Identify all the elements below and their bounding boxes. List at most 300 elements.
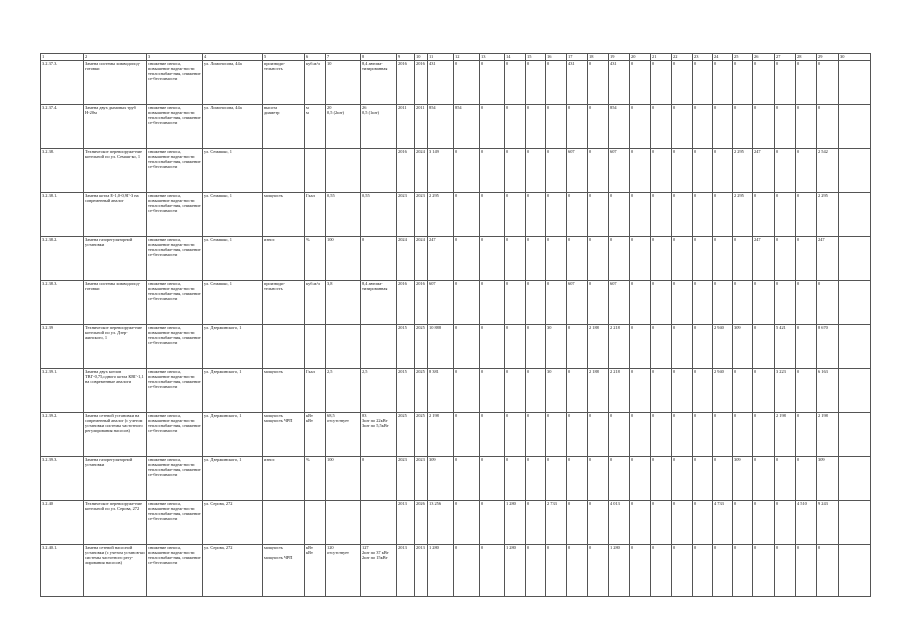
table-cell: 2013 [397, 501, 415, 545]
column-number-cell: 29 [817, 54, 839, 61]
table-cell: 2 188 [588, 325, 609, 369]
table-cell: 3.2.38. [41, 149, 84, 193]
table-cell [263, 325, 305, 369]
table-cell: 2016 [397, 149, 415, 193]
table-cell [361, 325, 397, 369]
table-cell: 247 [753, 149, 775, 193]
table-cell: ул. Дзержинского, 1 [203, 369, 263, 413]
table-cell: 0 [526, 545, 546, 597]
table-cell: 0 [546, 237, 567, 281]
table-cell: 2 218 [609, 325, 630, 369]
table-cell: 0 [796, 105, 817, 149]
table-cell: 0 [480, 281, 505, 325]
table-cell: 0 [630, 149, 651, 193]
table-cell: производи-тельность [263, 281, 305, 325]
table-cell: 127 2шт по 37 кВт 2шт по 15кВт [361, 545, 397, 597]
table-cell: 0 [713, 281, 733, 325]
table-cell: износ [263, 237, 305, 281]
table-cell: 0 [796, 281, 817, 325]
table-cell: мощность мощность ЧРП [263, 413, 305, 457]
table-cell: 0 [672, 325, 693, 369]
table-cell: снижение износа, повышение надеж-ности теплоснабже-ния, снижение се-бестоимости [147, 105, 203, 149]
table-cell: 0 [505, 325, 526, 369]
table-cell: снижение износа, повышение надеж-ности теплоснабже-ния, снижение се-бестоимости [147, 457, 203, 501]
table-cell: 2 198 [775, 413, 796, 457]
table-cell: 2015 [397, 369, 415, 413]
table-cell: 0 [505, 457, 526, 501]
table-cell: 0 [526, 325, 546, 369]
table-cell: 3.2.40 [41, 501, 84, 545]
table-cell: 2011 [397, 105, 415, 149]
table-cell: 0 [480, 237, 505, 281]
table-cell: 0 [713, 61, 733, 105]
table-cell: 2025 [397, 413, 415, 457]
table-cell: 0 [361, 457, 397, 501]
table-cell: 2 198 [428, 413, 454, 457]
table-cell: 2025 [415, 325, 428, 369]
table-cell: ул. Семашко, 1 [203, 281, 263, 325]
table-cell: 0 [775, 281, 796, 325]
table-cell: 8,4 автома-тизированная [361, 61, 397, 105]
table-cell [305, 149, 326, 193]
table-cell: ул. Ломоносова, 44а [203, 105, 263, 149]
table-cell [263, 501, 305, 545]
table-cell: 2 940 [713, 325, 733, 369]
column-number-cell: 9 [397, 54, 415, 61]
table-cell: 0 [753, 193, 775, 237]
table-cell: 0 [651, 281, 672, 325]
table-cell: 0 [567, 193, 588, 237]
table-cell: 0 [651, 501, 672, 545]
table-cell: 0 [651, 105, 672, 149]
table-cell: 0 [480, 457, 505, 501]
table-cell: 0 [526, 413, 546, 457]
table-cell: Гкал [305, 369, 326, 413]
table-cell: 0 [672, 501, 693, 545]
table-cell: ул. Семашко, 1 [203, 237, 263, 281]
table-cell: 0 [753, 501, 775, 545]
table-cell: 0 [630, 193, 651, 237]
table-cell: 0 [630, 105, 651, 149]
column-number-cell: 20 [630, 54, 651, 61]
table-cell: 0 [672, 61, 693, 105]
table-cell: % [305, 457, 326, 501]
table-cell: 0 [546, 545, 567, 597]
table-cell [839, 237, 871, 281]
table-cell: 0 [454, 237, 480, 281]
table-cell: 0 [630, 369, 651, 413]
table-row [41, 325, 871, 369]
table-cell: 0 [693, 149, 713, 193]
table-cell: 607 [609, 281, 630, 325]
column-number-cell: 7 [326, 54, 361, 61]
table-cell: 0 [672, 457, 693, 501]
table-cell: 0 [693, 325, 713, 369]
table-cell: 0 [693, 61, 713, 105]
table-cell: 0 [505, 149, 526, 193]
table-cell: 0 [672, 193, 693, 237]
table-cell: 0 [651, 61, 672, 105]
table-row [41, 281, 871, 325]
table-cell: снижение износа, повышение надеж-ности теплоснабже-ния, снижение се-бестоимости [147, 237, 203, 281]
table-cell: 26 0,5 (1шт) [361, 105, 397, 149]
column-number-cell: 23 [693, 54, 713, 61]
column-number-cell: 12 [454, 54, 480, 61]
table-cell: 2025 [415, 413, 428, 457]
table-cell: 68,5 отсутствует [326, 413, 361, 457]
table-cell: 30 [546, 325, 567, 369]
table-cell [361, 149, 397, 193]
column-number-cell: 5 [263, 54, 305, 61]
table-cell: 0 [713, 413, 733, 457]
table-cell: 0 [588, 457, 609, 501]
table-cell: 3.2.38.3. [41, 281, 84, 325]
table-row [41, 237, 871, 281]
table-cell [839, 105, 871, 149]
table-cell: 8 670 [817, 325, 839, 369]
table-cell: 0 [480, 325, 505, 369]
table-cell: 4 013 [609, 501, 630, 545]
table-cell: 0 [588, 149, 609, 193]
table-cell: 2 940 [713, 369, 733, 413]
table-cell: 0 [588, 501, 609, 545]
table-cell: 0 [775, 457, 796, 501]
table-cell [839, 149, 871, 193]
table-cell: 0 [651, 149, 672, 193]
column-number-cell: 28 [796, 54, 817, 61]
table-cell: 4 733 [713, 501, 733, 545]
table-cell: 309 [817, 457, 839, 501]
table-cell: 2 295 [733, 193, 753, 237]
table-cell: Замена сетевой насосной установки (с учетом установ-ки системы частотного регу-лирования насосов) [84, 545, 147, 597]
table-cell [326, 501, 361, 545]
table-cell: 3.2.39 [41, 325, 84, 369]
table-cell: износ [263, 457, 305, 501]
table-cell: 247 [753, 237, 775, 281]
table-cell: 607 [428, 281, 454, 325]
table-cell: 3 223 [775, 369, 796, 413]
table-cell: 0 [630, 413, 651, 457]
table-cell: 0 [526, 457, 546, 501]
table-cell: 2024 [415, 237, 428, 281]
table-cell: производи-тельность [263, 61, 305, 105]
table-cell: 0 [672, 149, 693, 193]
table-cell: 3 149 [428, 149, 454, 193]
column-number-cell: 4 [203, 54, 263, 61]
table-cell: 0 [609, 457, 630, 501]
table-cell [839, 325, 871, 369]
table-cell: 0 [817, 61, 839, 105]
table-cell: снижение износа, повышение надеж-ности теплоснабже-ния, снижение се-бестоимости [147, 325, 203, 369]
table-cell: 0 [526, 193, 546, 237]
table-cell [305, 501, 326, 545]
table-cell: 2013 [415, 545, 428, 597]
table-cell: 10 [326, 61, 361, 105]
table-cell: 2 295 [733, 149, 753, 193]
table-cell: 5 421 [775, 325, 796, 369]
table-cell: % [305, 237, 326, 281]
table-cell: 1 280 [428, 545, 454, 597]
table-cell: 0 [588, 545, 609, 597]
table-cell: 0 [454, 457, 480, 501]
table-cell: снижение износа, повышение надеж-ности теплоснабже-ния, снижение се-бестоимости [147, 413, 203, 457]
table-cell [839, 193, 871, 237]
table-cell: 0 [505, 237, 526, 281]
table-cell [839, 61, 871, 105]
table-cell: 0 [775, 193, 796, 237]
table-cell: 607 [609, 149, 630, 193]
column-number-cell: 18 [588, 54, 609, 61]
table-cell [361, 501, 397, 545]
investment-program-table [40, 53, 871, 597]
table-cell: 0 [672, 413, 693, 457]
table-cell: 2,5 [361, 369, 397, 413]
table-cell: 3,8 [326, 281, 361, 325]
table-cell: 0 [567, 237, 588, 281]
table-cell: 2 188 [588, 369, 609, 413]
column-number-cell: 16 [546, 54, 567, 61]
table-cell: 0 [546, 105, 567, 149]
table-cell: 83 3шт по 22кВт 3шт по 5,5кВт [361, 413, 397, 457]
column-number-cell: 27 [775, 54, 796, 61]
table-cell: 0 [713, 105, 733, 149]
table-cell: ул. Семашко, 1 [203, 193, 263, 237]
table-cell: 309 [428, 457, 454, 501]
table-cell: 0 [733, 61, 753, 105]
table-row [41, 369, 871, 413]
table-cell: 0 [775, 501, 796, 545]
table-cell: 0 [713, 457, 733, 501]
table-cell: 0 [796, 413, 817, 457]
table-cell: 0 [693, 281, 713, 325]
table-cell: 0 [609, 193, 630, 237]
table-cell: 2 542 [817, 149, 839, 193]
table-cell: ул. Дзержинского, 1 [203, 325, 263, 369]
table-cell: 0 [651, 545, 672, 597]
table-cell: 0 [753, 545, 775, 597]
table-cell: 0 [753, 105, 775, 149]
table-cell: 0 [567, 545, 588, 597]
column-number-cell: 10 [415, 54, 428, 61]
column-number-cell: 1 [41, 54, 84, 61]
column-number-cell: 22 [672, 54, 693, 61]
table-cell: 0 [505, 193, 526, 237]
table-cell: 247 [817, 237, 839, 281]
table-cell: 0 [609, 237, 630, 281]
table-cell [326, 325, 361, 369]
table-cell: 0 [588, 413, 609, 457]
table-cell: 1 280 [609, 545, 630, 597]
table-cell: снижение износа, повышение надеж-ности теплоснабже-ния, снижение се-бестоимости [147, 369, 203, 413]
table-cell: Техническое перевооруже-ние котельной по ул. Семаш-ко, 1 [84, 149, 147, 193]
table-cell: Замена системы химводопод-готовки [84, 281, 147, 325]
table-cell: 30 [546, 369, 567, 413]
table-cell: мощность [263, 193, 305, 237]
table-cell: кВт кВт [305, 545, 326, 597]
table-cell: Замена двух дымовых труб Н-20м [84, 105, 147, 149]
table-cell: 0 [454, 545, 480, 597]
table-cell: 0 [796, 457, 817, 501]
table-cell: высота диаметр [263, 105, 305, 149]
table-cell: 2 198 [817, 413, 839, 457]
table-cell: 0 [480, 413, 505, 457]
table-cell: 0 [733, 369, 753, 413]
table-cell [839, 369, 871, 413]
column-number-cell: 8 [361, 54, 397, 61]
table-cell: 0 [796, 237, 817, 281]
table-cell: 0 [480, 61, 505, 105]
table-row [41, 149, 871, 193]
table-cell: 0 [546, 193, 567, 237]
column-number-cell: 3 [147, 54, 203, 61]
table-cell: 0 [480, 501, 505, 545]
table-cell: 0 [693, 501, 713, 545]
table-cell: 431 [428, 61, 454, 105]
table-cell: 0 [817, 545, 839, 597]
table-cell: 0 [567, 325, 588, 369]
table-cell: ул. Дзержинского, 1 [203, 457, 263, 501]
table-cell: 854 [454, 105, 480, 149]
table-cell: снижение износа, повышение надеж-ности теплоснабже-ния, снижение се-бестоимости [147, 281, 203, 325]
table-cell: 3.2.37.3. [41, 61, 84, 105]
table-cell: 0 [454, 413, 480, 457]
table-cell: мощность мощность ЧРП [263, 545, 305, 597]
column-number-cell: 6 [305, 54, 326, 61]
column-number-cell: 15 [526, 54, 546, 61]
column-number-cell: 21 [651, 54, 672, 61]
table-cell [839, 545, 871, 597]
table-cell: 0 [454, 149, 480, 193]
table-cell: 0 [672, 369, 693, 413]
table-cell: 20 0,5 (2шт) [326, 105, 361, 149]
table-cell: 4 510 [796, 501, 817, 545]
table-cell: 0 [505, 369, 526, 413]
table-cell: 0 [817, 105, 839, 149]
table-cell: м м [305, 105, 326, 149]
table-cell: 100 [326, 457, 361, 501]
table-row [41, 105, 871, 149]
table-cell: 0 [753, 281, 775, 325]
table-cell: кВт кВт [305, 413, 326, 457]
table-cell: 0 [588, 61, 609, 105]
table-cell: 2 295 [817, 193, 839, 237]
column-number-cell: 19 [609, 54, 630, 61]
table-cell: снижение износа, повышение надеж-ности теплоснабже-ния, снижение се-бестоимости [147, 149, 203, 193]
column-number-row [41, 54, 871, 61]
table-cell: 2024 [415, 149, 428, 193]
table-cell: 0 [630, 237, 651, 281]
table-cell [839, 501, 871, 545]
table-cell [305, 325, 326, 369]
table-cell: 0 [480, 193, 505, 237]
table-cell: 2016 [415, 61, 428, 105]
table-cell: Замена сетевой установки на современный аналог (с учетом установки системы частотного регулирования насосов) [84, 413, 147, 457]
table-cell: 607 [567, 281, 588, 325]
table-cell: 607 [567, 149, 588, 193]
table-cell: 0 [567, 501, 588, 545]
table-cell [839, 281, 871, 325]
table-cell: 0 [733, 281, 753, 325]
table-cell: 0 [505, 281, 526, 325]
table-cell: 2011 [415, 105, 428, 149]
table-cell: 2023 [397, 457, 415, 501]
table-row [41, 457, 871, 501]
table-cell: Замена газорегуляторной установки [84, 457, 147, 501]
table-cell: 2016 [415, 281, 428, 325]
table-cell: 0 [672, 105, 693, 149]
table-cell: ул. Дзержинского, 1 [203, 413, 263, 457]
table-cell [839, 457, 871, 501]
table-row [41, 193, 871, 237]
table-cell: 0 [713, 193, 733, 237]
table-cell: 9 243 [817, 501, 839, 545]
table-cell: снижение износа, повышение надеж-ности теплоснабже-ния, снижение се-бестоимости [147, 545, 203, 597]
table-cell: 0 [567, 105, 588, 149]
column-number-cell: 2 [84, 54, 147, 61]
table-cell: 13 256 [428, 501, 454, 545]
table-cell: 0 [775, 545, 796, 597]
table-cell: 0 [588, 105, 609, 149]
table-cell: 0 [796, 369, 817, 413]
table-cell: 2024 [397, 237, 415, 281]
table-row [41, 413, 871, 457]
table-cell: 1 280 [505, 545, 526, 597]
table-cell: 3.2.37.4. [41, 105, 84, 149]
table-cell: 0 [361, 237, 397, 281]
table-cell: 0 [733, 501, 753, 545]
table-cell: мощность [263, 369, 305, 413]
table-cell: 0 [480, 149, 505, 193]
table-cell: 0 [796, 325, 817, 369]
table-cell: ул. Семашко, 1 [203, 149, 263, 193]
table-cell: 0 [454, 369, 480, 413]
table-cell: 0 [753, 325, 775, 369]
column-number-cell: 25 [733, 54, 753, 61]
table-cell [326, 149, 361, 193]
table-cell: 0 [693, 413, 713, 457]
table-cell [263, 149, 305, 193]
table-cell: 431 [609, 61, 630, 105]
table-cell: 0 [526, 149, 546, 193]
table-cell: 0,55 [326, 193, 361, 237]
table-cell: 0 [693, 193, 713, 237]
table-cell: 0 [775, 149, 796, 193]
table-cell: 0 [454, 61, 480, 105]
table-cell: 0 [630, 501, 651, 545]
table-cell: 0 [480, 369, 505, 413]
table-cell: 309 [733, 457, 753, 501]
table-cell: 2 218 [609, 369, 630, 413]
table-cell: 0 [630, 61, 651, 105]
table-cell: 431 [567, 61, 588, 105]
table-cell: 0 [713, 545, 733, 597]
column-number-cell: 13 [480, 54, 505, 61]
table-cell: 0 [567, 457, 588, 501]
table-cell: 0 [775, 237, 796, 281]
table-cell: 2023 [397, 193, 415, 237]
table-cell: Техническое перевооруже-ние котельной по ул. Дзер-жинского, 1 [84, 325, 147, 369]
table-cell: 0 [713, 149, 733, 193]
table-cell: ул. Серова, 272 [203, 501, 263, 545]
table-cell: 0 [693, 105, 713, 149]
table-cell: 0 [588, 193, 609, 237]
table-cell: 2 733 [546, 501, 567, 545]
table-cell: 0 [546, 61, 567, 105]
table-cell: 0 [693, 457, 713, 501]
table-cell: 0 [733, 413, 753, 457]
table-cell: 0 [546, 281, 567, 325]
table-cell: 0 [630, 457, 651, 501]
